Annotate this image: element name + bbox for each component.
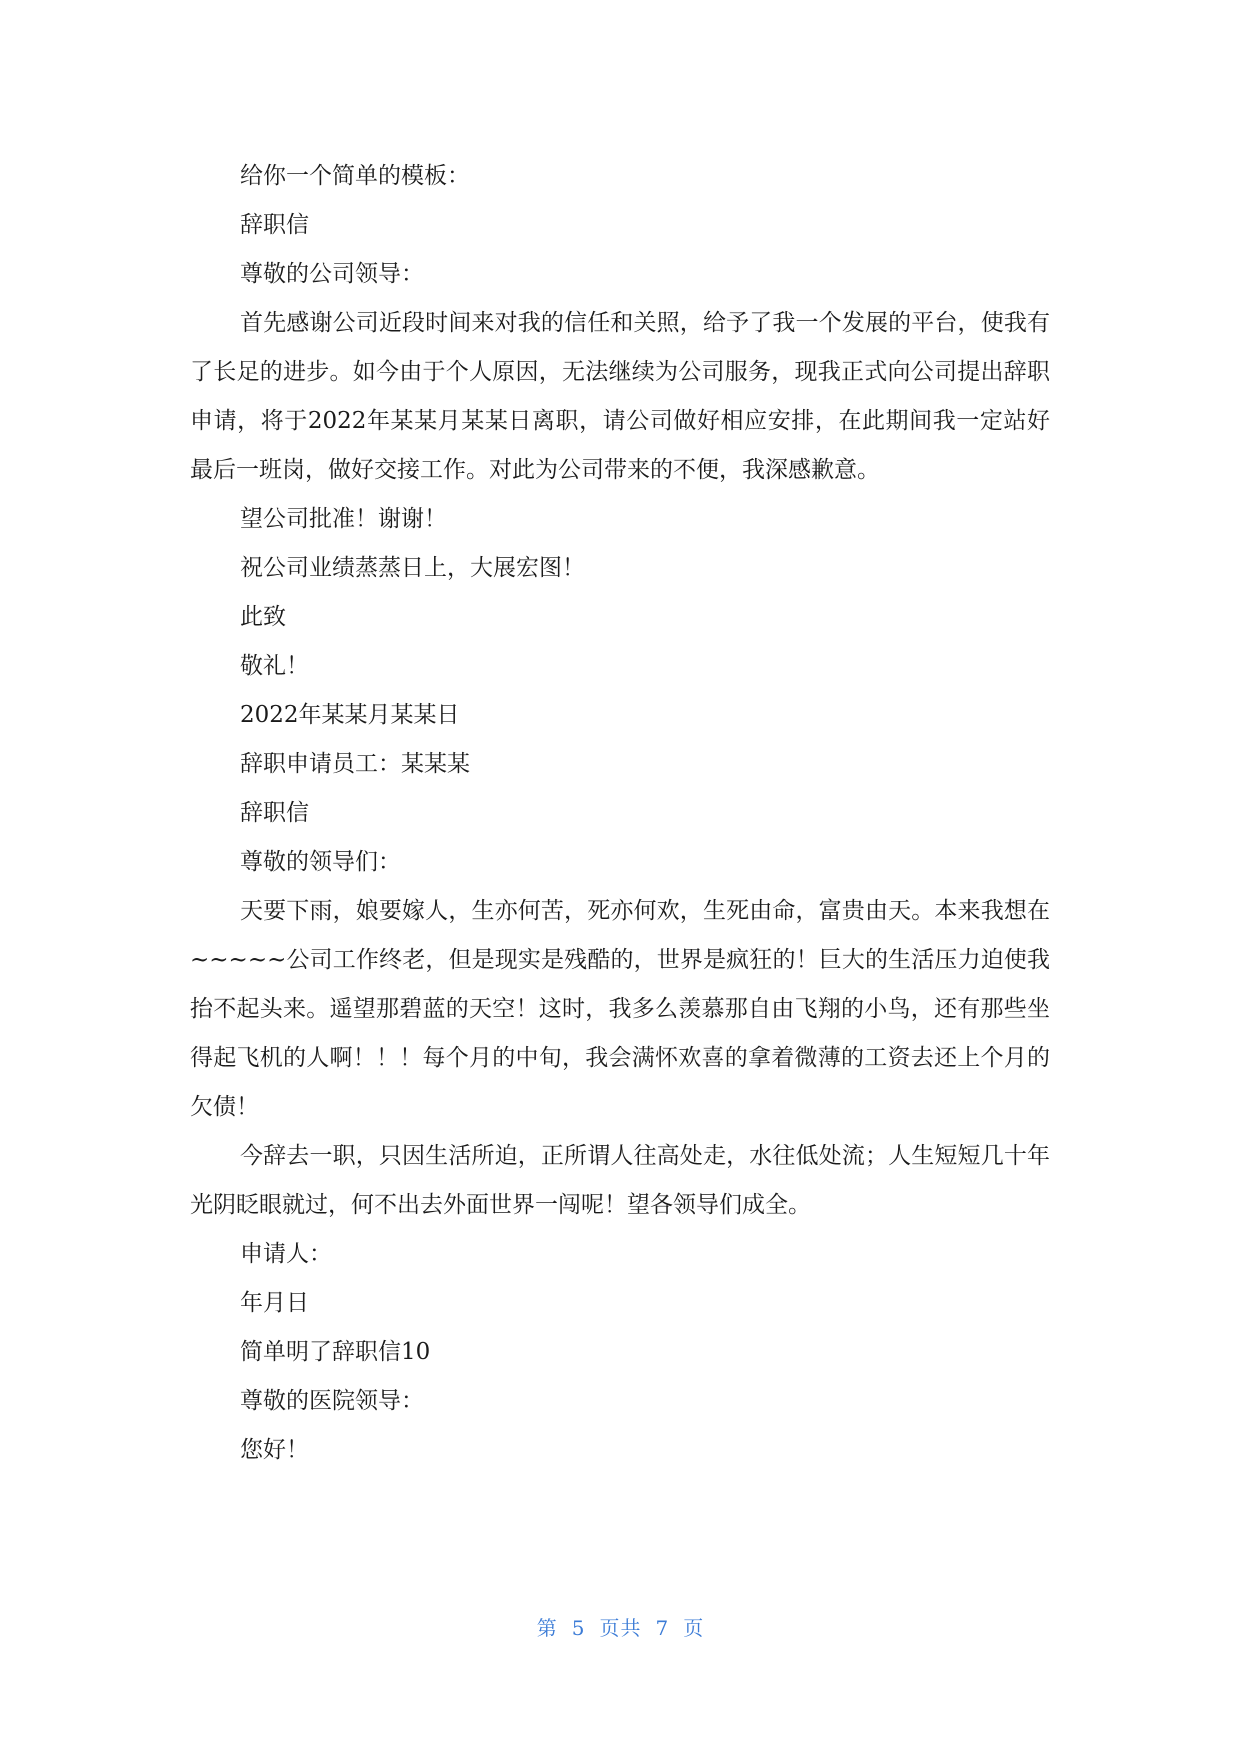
paragraph-request-approval: 望公司批准！谢谢！ [240,506,447,532]
paragraph-closing-1: 此致 [240,604,286,630]
document-body [190,152,1050,1475]
paragraph-date-1: 2022年某某月某某日 [240,702,460,728]
paragraph-salutation-2: 尊敬的领导们： [240,849,401,875]
footer-suffix: 页 [683,1616,705,1640]
paragraph-applicant: 申请人： [240,1241,332,1267]
paragraph-title-3: 简单明了辞职信10 [240,1339,431,1365]
paragraph-closing-2: 敬礼！ [240,653,309,679]
paragraph-signature-1: 辞职申请员工：某某某 [240,751,470,777]
paragraph-body-2: 天要下雨，娘要嫁人，生亦何苦，死亦何欢，生死由命，富贵由天。本来我想在~~~~~公司工作终老，但是现实是残酷的，世界是疯狂的！巨大的生活压力迫使我抬不起头来。遥望那碧蓝的天空！这时，我多么羡慕那自由飞翔的小鸟，还有那些坐得起飞机的人啊！！！每个月的中旬，我会满怀欢喜的拿着微薄的工资去还上个月的欠债！ [190,898,1050,1120]
footer-middle: 页共 [599,1616,642,1640]
current-page-number: 5 [571,1616,586,1640]
page-number-footer [0,1612,1241,1641]
paragraph-wishes: 祝公司业绩蒸蒸日上，大展宏图！ [240,555,585,581]
paragraph-salutation-3: 尊敬的医院领导： [240,1388,424,1414]
paragraph-template-intro: 给你一个简单的模板： [240,163,470,189]
paragraph-greeting: 您好！ [240,1437,309,1463]
footer-prefix: 第 [536,1616,558,1640]
paragraph-salutation-1: 尊敬的公司领导： [240,261,424,287]
paragraph-body-3: 今辞去一职，只因生活所迫，正所谓人往高处走，水往低处流；人生短短几十年光阴眨眼就过，何不出去外面世界一闯呢！望各领导们成全。 [190,1143,1050,1218]
paragraph-title-1: 辞职信 [240,212,309,238]
paragraph-body-1: 首先感谢公司近段时间来对我的信任和关照，给予了我一个发展的平台，使我有了长足的进步。如今由于个人原因，无法继续为公司服务，现我正式向公司提出辞职申请，将于2022年某某月某某日离职，请公司做好相应安排，在此期间我一定站好最后一班岗，做好交接工作。对此为公司带来的不便，我深感歉意。 [190,310,1050,483]
total-page-number: 7 [655,1616,670,1640]
paragraph-title-2: 辞职信 [240,800,309,826]
paragraph-date-2: 年月日 [240,1290,309,1316]
